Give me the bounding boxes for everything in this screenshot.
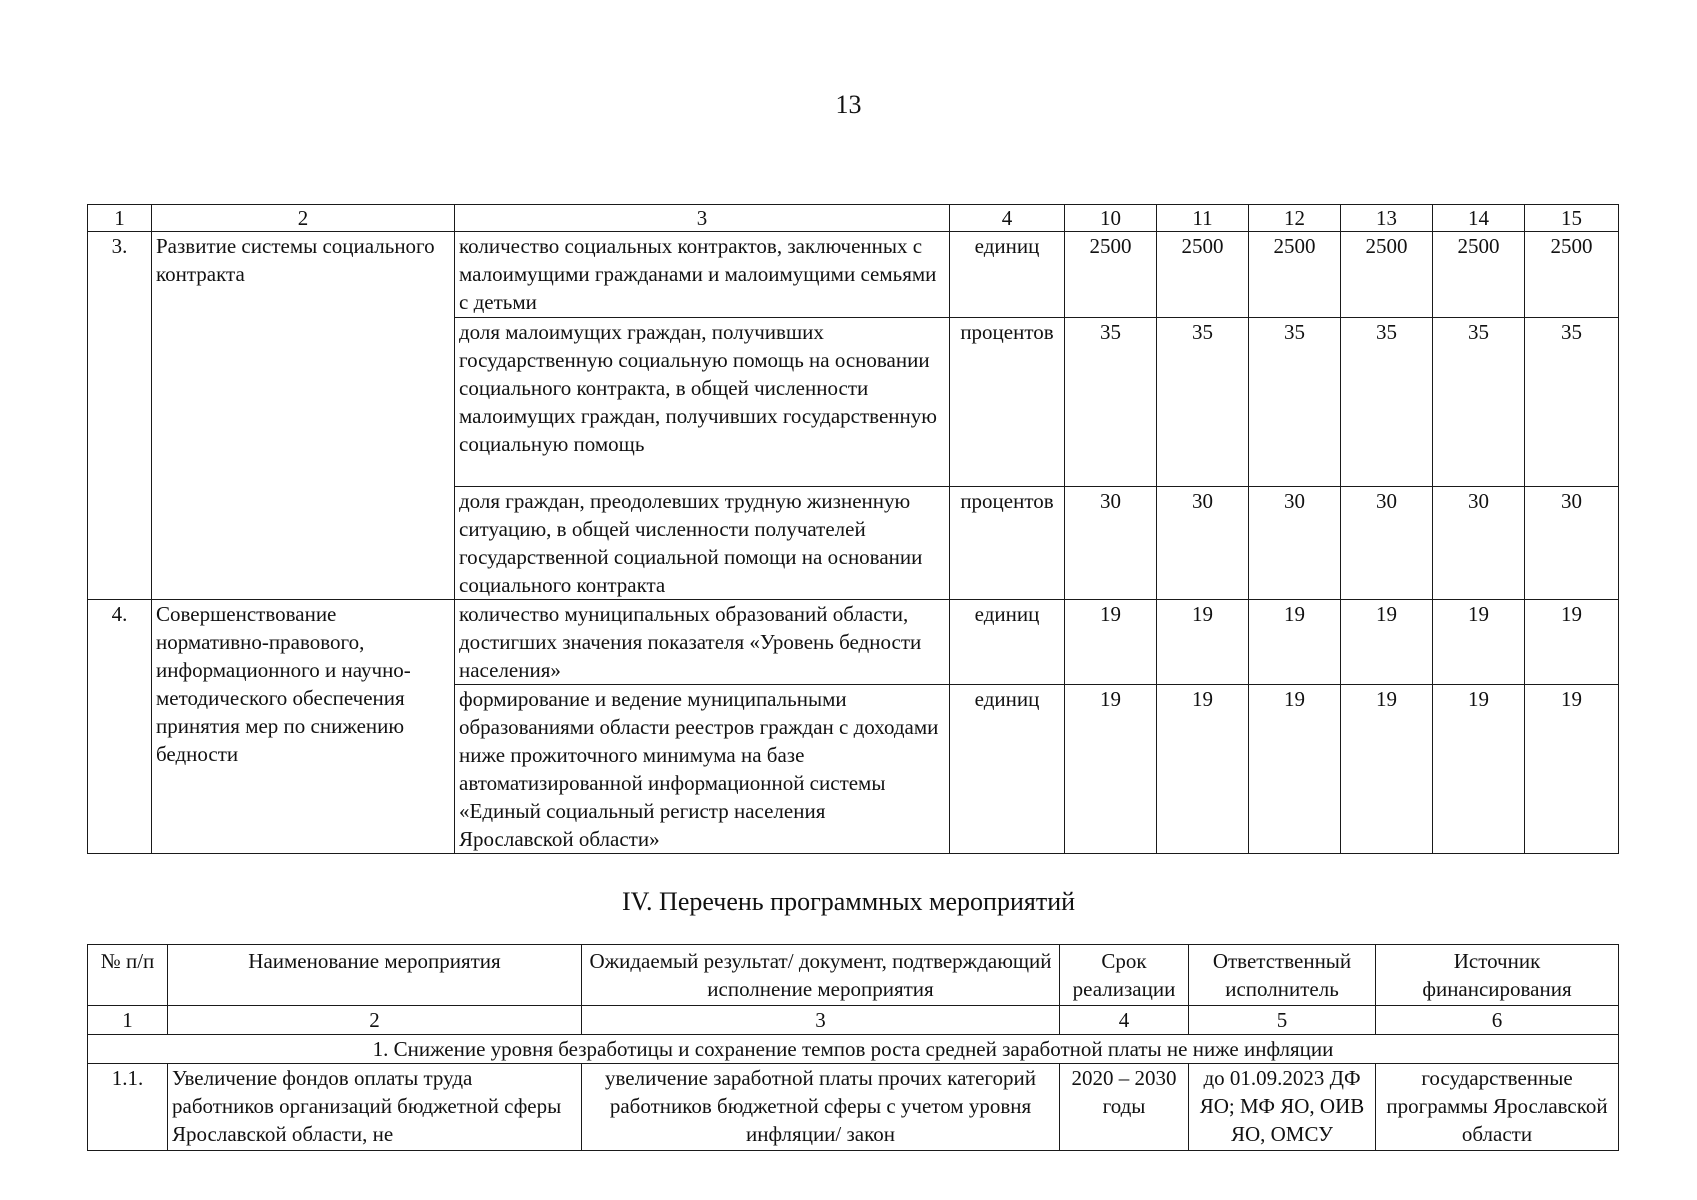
indicator-unit: единиц bbox=[950, 685, 1065, 854]
column-number-header: 3 bbox=[582, 1006, 1060, 1035]
group-title: 1. Снижение уровня безработицы и сохранение темпов роста средней заработной платы не ниже инфляции bbox=[88, 1035, 1619, 1064]
measure-number: 1.1. bbox=[88, 1064, 168, 1151]
section-title: IV. Перечень программных мероприятий bbox=[621, 887, 1076, 916]
column-number-header: 5 bbox=[1189, 1006, 1376, 1035]
indicator-value: 19 bbox=[1157, 600, 1249, 685]
indicator-value: 2500 bbox=[1525, 232, 1619, 318]
indicator-value: 19 bbox=[1065, 685, 1157, 854]
indicator-value: 19 bbox=[1433, 685, 1525, 854]
indicator-value: 2500 bbox=[1341, 232, 1433, 318]
indicator-value: 19 bbox=[1249, 685, 1341, 854]
column-number-header: 3 bbox=[455, 205, 950, 232]
column-number-header: 14 bbox=[1433, 205, 1525, 232]
indicator-value: 30 bbox=[1249, 487, 1341, 600]
indicators-header-row bbox=[88, 205, 1619, 232]
task-name: Совершенствование нормативно-правового, информационного и научно-методического обеспечения принятия мер по снижению бедности bbox=[152, 600, 455, 854]
indicator-value: 19 bbox=[1433, 600, 1525, 685]
indicator-value: 30 bbox=[1157, 487, 1249, 600]
indicator-value: 19 bbox=[1341, 600, 1433, 685]
indicator-value: 35 bbox=[1065, 318, 1157, 487]
column-number-header: 15 bbox=[1525, 205, 1619, 232]
indicator-value: 2500 bbox=[1065, 232, 1157, 318]
column-number-header: 12 bbox=[1249, 205, 1341, 232]
indicator-name: количество муниципальных образований области, достигших значения показателя «Уровень бедности населения» bbox=[455, 600, 950, 685]
indicator-value: 30 bbox=[1341, 487, 1433, 600]
measures-header-row bbox=[88, 945, 1619, 1006]
page-number: 13 bbox=[835, 90, 862, 119]
column-number-header: 4 bbox=[950, 205, 1065, 232]
header-measure-name: Наименование мероприятия bbox=[168, 945, 582, 1006]
task-number: 4. bbox=[88, 600, 152, 854]
column-number-header: 4 bbox=[1060, 1006, 1189, 1035]
indicator-name: доля малоимущих граждан, получивших государственную социальную помощь на основании социального контракта, в общей численности малоимущих граждан, получивших государственную социальную помощь bbox=[455, 318, 950, 487]
indicator-name: доля граждан, преодолевших трудную жизненную ситуацию, в общей численности получателей государственной социальной помощи на основании социального контракта bbox=[455, 487, 950, 600]
column-number-header: 1 bbox=[88, 205, 152, 232]
header-funding-source: Источник финансирования bbox=[1376, 945, 1619, 1006]
measure-term: 2020 – 2030 годы bbox=[1060, 1064, 1189, 1151]
indicator-name: формирование и ведение муниципальными образованиями области реестров граждан с доходами ниже прожиточного минимума на базе автоматизированной информационной системы «Единый социальный регистр населения Ярославской области» bbox=[455, 685, 950, 854]
indicator-unit: единиц bbox=[950, 600, 1065, 685]
column-number-header: 13 bbox=[1341, 205, 1433, 232]
indicator-value: 19 bbox=[1525, 600, 1619, 685]
indicator-value: 35 bbox=[1157, 318, 1249, 487]
indicator-value: 19 bbox=[1341, 685, 1433, 854]
indicator-unit: единиц bbox=[950, 232, 1065, 318]
measure-name: Увеличение фондов оплаты труда работников организаций бюджетной сферы Ярославской области, не bbox=[168, 1064, 582, 1151]
indicator-value: 19 bbox=[1525, 685, 1619, 854]
indicator-value: 35 bbox=[1249, 318, 1341, 487]
column-number-header: 6 bbox=[1376, 1006, 1619, 1035]
measures-index-row bbox=[88, 1006, 1619, 1035]
indicator-unit: процентов bbox=[950, 487, 1065, 600]
indicator-value: 30 bbox=[1065, 487, 1157, 600]
header-term: Срок реализации bbox=[1060, 945, 1189, 1006]
measure-executor: до 01.09.2023 ДФ ЯО; МФ ЯО, ОИВ ЯО, ОМСУ bbox=[1189, 1064, 1376, 1151]
measure-funding-source: государственные программы Ярославской области bbox=[1376, 1064, 1619, 1151]
indicator-value: 35 bbox=[1341, 318, 1433, 487]
header-number: № п/п bbox=[88, 945, 168, 1006]
column-number-header: 10 bbox=[1065, 205, 1157, 232]
indicator-name: количество социальных контрактов, заключенных с малоимущими гражданами и малоимущими семьями с детьми bbox=[455, 232, 950, 318]
indicator-row bbox=[88, 232, 1619, 318]
column-number-header: 1 bbox=[88, 1006, 168, 1035]
measures-group-row bbox=[88, 1035, 1619, 1064]
indicator-value: 19 bbox=[1065, 600, 1157, 685]
header-expected-result: Ожидаемый результат/ документ, подтверждающий исполнение мероприятия bbox=[582, 945, 1060, 1006]
indicator-value: 2500 bbox=[1157, 232, 1249, 318]
column-number-header: 2 bbox=[168, 1006, 582, 1035]
indicators-table bbox=[87, 204, 1619, 854]
indicator-value: 30 bbox=[1433, 487, 1525, 600]
header-executor: Ответственный исполнитель bbox=[1189, 945, 1376, 1006]
indicator-value: 2500 bbox=[1249, 232, 1341, 318]
measures-table bbox=[87, 944, 1619, 1151]
indicator-unit: процентов bbox=[950, 318, 1065, 487]
indicator-value: 2500 bbox=[1433, 232, 1525, 318]
indicator-row bbox=[88, 600, 1619, 685]
indicator-value: 35 bbox=[1433, 318, 1525, 487]
column-number-header: 11 bbox=[1157, 205, 1249, 232]
column-number-header: 2 bbox=[152, 205, 455, 232]
indicator-value: 19 bbox=[1249, 600, 1341, 685]
task-number: 3. bbox=[88, 232, 152, 600]
indicator-value: 19 bbox=[1157, 685, 1249, 854]
measure-row bbox=[88, 1064, 1619, 1151]
measure-result: увеличение заработной платы прочих категорий работников бюджетной сферы с учетом уровня инфляции/ закон bbox=[582, 1064, 1060, 1151]
task-name: Развитие системы социального контракта bbox=[152, 232, 455, 600]
indicator-value: 35 bbox=[1525, 318, 1619, 487]
indicator-value: 30 bbox=[1525, 487, 1619, 600]
